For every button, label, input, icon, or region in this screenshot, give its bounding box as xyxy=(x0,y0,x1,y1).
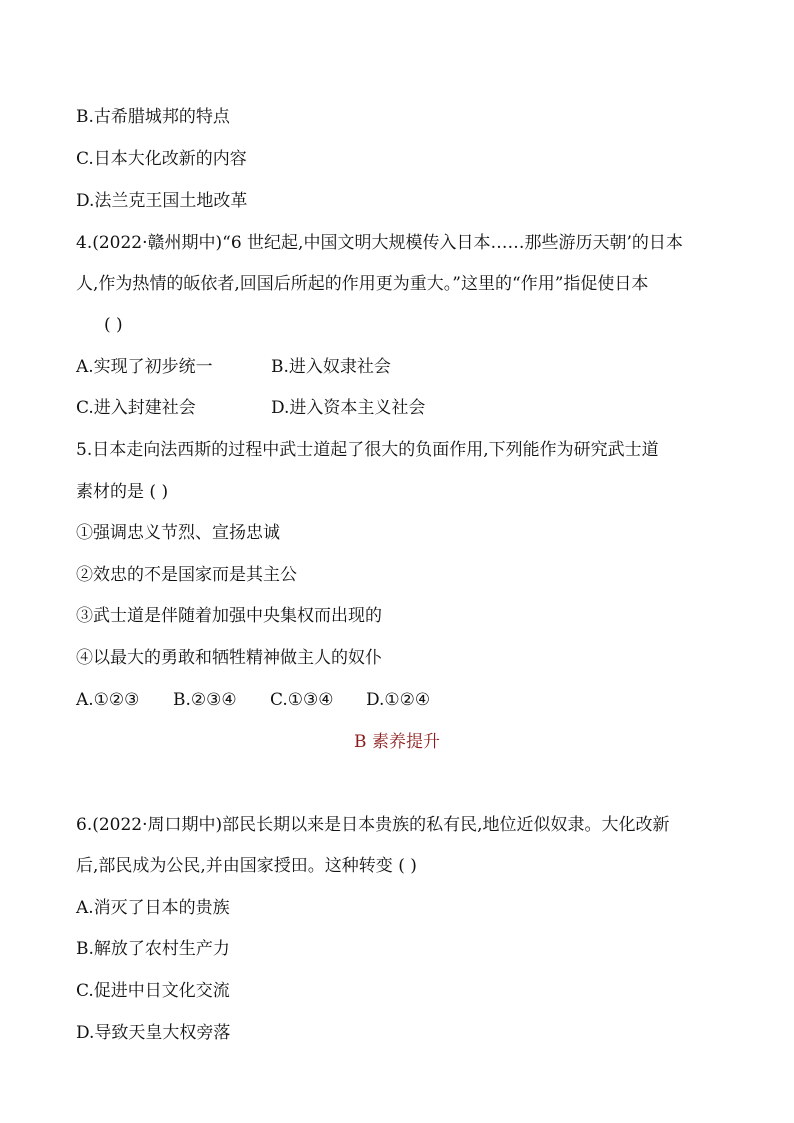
q5-option-b: B.②③④ xyxy=(173,690,237,710)
q5-option-d: D.①②④ xyxy=(366,690,431,710)
q5-options-row xyxy=(76,688,431,712)
q5-stem-line1: 5.日本走向法西斯的过程中武士道起了很大的负面作用,下列能作为研究武士道 xyxy=(76,440,659,460)
q5-item-1: ①强调忠义节烈、宣扬忠诚 xyxy=(76,523,280,543)
q4-option-d: D.进入资本主义社会 xyxy=(271,398,426,418)
q5-stem-line2: 素材的是 ( ) xyxy=(76,482,169,502)
q4-answer-blank: ( ) xyxy=(104,315,123,335)
q4-stem-line2: 人,作为热情的皈依者,回国后所起的作用更为重大。”这里的“作用”指促使日本 xyxy=(76,274,649,294)
q6-option-c: C.促进中日文化交流 xyxy=(76,981,230,1001)
q6-option-b: B.解放了农村生产力 xyxy=(76,939,230,959)
q4-options-row2 xyxy=(76,396,426,420)
q6-stem-line2: 后,部民成为公民,并由国家授田。这种转变 ( ) xyxy=(76,856,417,876)
q5-option-c: C.①③④ xyxy=(270,690,334,710)
section-b-heading: B 素养提升 xyxy=(354,732,440,752)
q3-option-b: B.古希腊城邦的特点 xyxy=(76,107,230,127)
q5-item-3: ③武士道是伴随着加强中央集权而出现的 xyxy=(76,606,382,626)
q4-stem-line1: 4.(2022·赣州期中)“6 世纪起,中国文明大规模传入日本……那些游历天朝’的日本 xyxy=(76,233,683,253)
q5-option-a: A.①②③ xyxy=(76,690,140,710)
q4-option-b: B.进入奴隶社会 xyxy=(271,357,391,377)
q3-option-d: D.法兰克王国土地改革 xyxy=(76,191,248,211)
q5-item-4: ④以最大的勇敢和牺牲精神做主人的奴仆 xyxy=(76,648,382,668)
q6-option-d: D.导致天皇大权旁落 xyxy=(76,1023,231,1043)
q6-option-a: A.消灭了日本的贵族 xyxy=(76,898,230,918)
q4-option-c: C.进入封建社会 xyxy=(76,398,196,418)
q4-option-a: A.实现了初步统一 xyxy=(76,357,213,377)
q5-item-2: ②效忠的不是国家而是其主公 xyxy=(76,565,297,585)
q3-option-c: C.日本大化改新的内容 xyxy=(76,149,247,169)
q4-options-row1 xyxy=(76,355,391,379)
q6-stem-line1: 6.(2022·周口期中)部民长期以来是日本贵族的私有民,地位近似奴隶。大化改新 xyxy=(76,815,670,835)
